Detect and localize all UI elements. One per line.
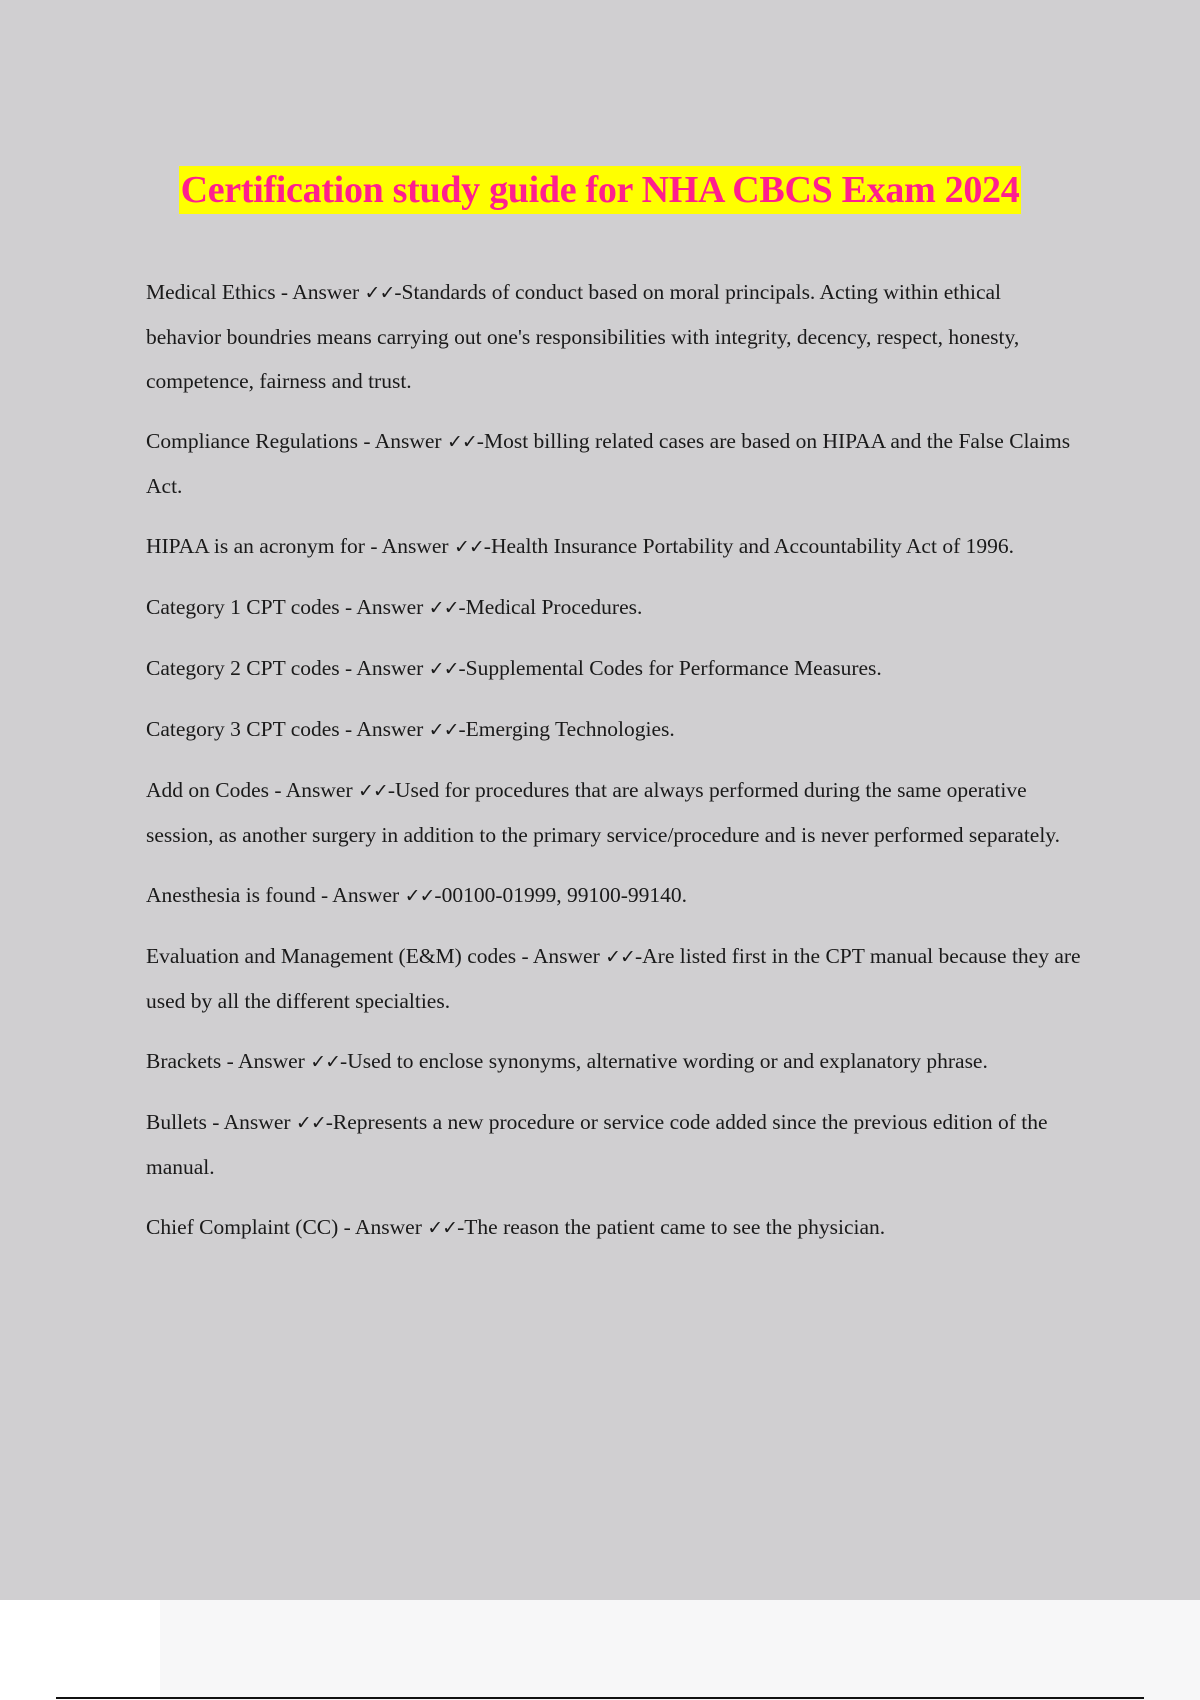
list-item bbox=[146, 524, 1081, 569]
footer-divider bbox=[56, 1697, 1144, 1699]
double-check-icon: ✓✓ bbox=[428, 719, 459, 741]
double-check-icon: ✓✓ bbox=[295, 1112, 326, 1134]
answer-text: -Supplemental Codes for Performance Measures. bbox=[458, 656, 882, 680]
list-item bbox=[146, 419, 1081, 508]
qa-list bbox=[146, 270, 1081, 1266]
double-check-icon: ✓✓ bbox=[446, 431, 477, 453]
question-term: Bullets - Answer bbox=[146, 1110, 296, 1134]
double-check-icon: ✓✓ bbox=[364, 282, 395, 304]
question-term: Evaluation and Management (E&M) codes - Answer bbox=[146, 944, 606, 968]
list-item bbox=[146, 1205, 1081, 1250]
double-check-icon: ✓✓ bbox=[310, 1051, 341, 1073]
question-term: HIPAA is an acronym for - Answer bbox=[146, 534, 454, 558]
double-check-icon: ✓✓ bbox=[427, 1217, 458, 1239]
list-item bbox=[146, 707, 1081, 752]
answer-text: -Represents a new procedure or service code added since the previous edition of the manual. bbox=[146, 1110, 1048, 1179]
answer-text: -00100-01999, 99100-99140. bbox=[434, 883, 688, 907]
double-check-icon: ✓✓ bbox=[428, 597, 459, 619]
question-term: Add on Codes - Answer bbox=[146, 778, 358, 802]
question-term: Compliance Regulations - Answer bbox=[146, 429, 447, 453]
bottom-strip bbox=[160, 1600, 1200, 1700]
list-item bbox=[146, 873, 1081, 918]
answer-text: -Most billing related cases are based on HIPAA and the False Claims Act. bbox=[146, 429, 1071, 498]
question-term: Anesthesia is found - Answer bbox=[146, 883, 405, 907]
list-item bbox=[146, 270, 1081, 403]
answer-text: -Are listed first in the CPT manual because they are used by all the different specialties. bbox=[146, 944, 1081, 1013]
answer-text: -Used to enclose synonyms, alternative wording or and explanatory phrase. bbox=[340, 1049, 988, 1073]
answer-text: -Standards of conduct based on moral principals. Acting within ethical behavior boundries means carrying out one's responsibilities with integrity, decency, respect, honesty, competence, fairness and trust. bbox=[146, 280, 1020, 393]
double-check-icon: ✓✓ bbox=[428, 658, 459, 680]
double-check-icon: ✓✓ bbox=[404, 885, 435, 907]
question-term: Chief Complaint (CC) - Answer bbox=[146, 1215, 428, 1239]
double-check-icon: ✓✓ bbox=[453, 536, 484, 558]
list-item bbox=[146, 1039, 1081, 1084]
question-term: Medical Ethics - Answer bbox=[146, 280, 365, 304]
double-check-icon: ✓✓ bbox=[358, 780, 388, 802]
answer-text: -The reason the patient came to see the physician. bbox=[457, 1215, 886, 1239]
title-wrap bbox=[0, 166, 1200, 214]
list-item bbox=[146, 1100, 1081, 1189]
list-item bbox=[146, 646, 1081, 691]
list-item bbox=[146, 934, 1081, 1023]
page-title: Certification study guide for NHA CBCS Exam 2024 bbox=[179, 166, 1022, 214]
question-term: Brackets - Answer bbox=[146, 1049, 311, 1073]
answer-text: -Health Insurance Portability and Accountability Act of 1996. bbox=[483, 534, 1014, 558]
answer-text: -Medical Procedures. bbox=[458, 595, 643, 619]
question-term: Category 2 CPT codes - Answer bbox=[146, 656, 429, 680]
answer-text: -Used for procedures that are always performed during the same operative session, as another surgery in addition to the primary service/procedure and is never performed separately. bbox=[146, 778, 1061, 847]
answer-text: -Emerging Technologies. bbox=[458, 717, 675, 741]
list-item bbox=[146, 768, 1081, 857]
question-term: Category 3 CPT codes - Answer bbox=[146, 717, 429, 741]
double-check-icon: ✓✓ bbox=[605, 946, 635, 968]
list-item bbox=[146, 585, 1081, 630]
question-term: Category 1 CPT codes - Answer bbox=[146, 595, 429, 619]
